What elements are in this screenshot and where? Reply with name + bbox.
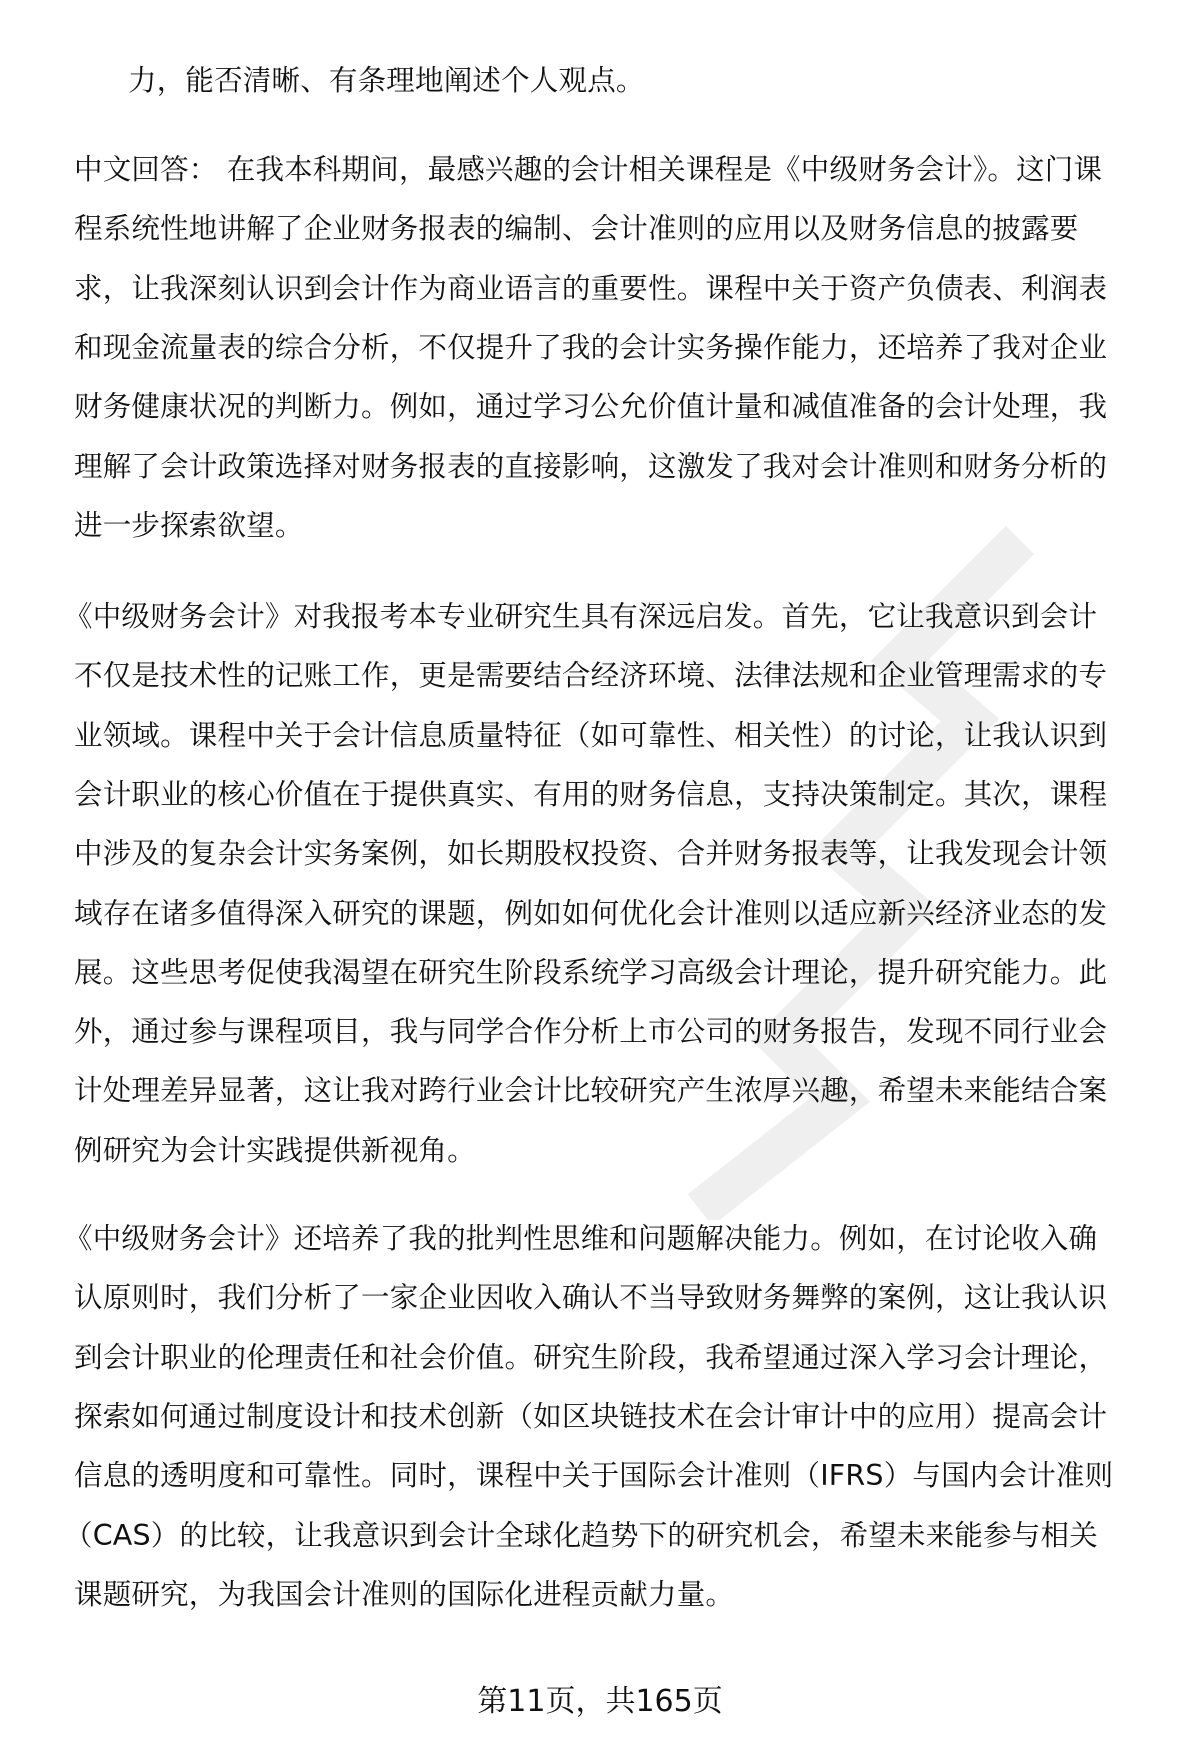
paragraph-3-line: 《中级财务会计》还培养了我的批判性思维和问题解决能力。例如，在讨论收入确 xyxy=(64,1222,1098,1255)
intro-line: 力，能否清晰、有条理地阐述个人观点。 xyxy=(128,64,645,97)
paragraph-3-line: 信息的透明度和可靠性。同时，课程中关于国际会计准则（IFRS）与国内会计准则 xyxy=(74,1459,1114,1493)
paragraph-1-line: 中文回答： 在我本科期间，最感兴趣的会计相关课程是《中级财务会计》。这门课 xyxy=(74,153,1103,186)
paragraph-2-line: 域存在诸多值得深入研究的课题，例如如何优化会计准则以适应新兴经济业态的发 xyxy=(74,896,1108,930)
paragraph-2-line: 中涉及的复杂会计实务案例，如长期股权投资、合并财务报表等，让我发现会计领 xyxy=(74,837,1108,871)
paragraph-1-line: 求，让我深刻认识到会计作为商业语言的重要性。课程中关于资产负债表、利润表 xyxy=(74,271,1108,305)
paragraph-2-line: 不仅是技术性的记账工作，更是需要结合经济环境、法律法规和企业管理需求的专 xyxy=(74,659,1108,693)
paragraph-2-line: 展。这些思考促使我渴望在研究生阶段系统学习高级会计理论，提升研究能力。此 xyxy=(74,955,1108,989)
paragraph-1-line: 和现金流量表的综合分析，不仅提升了我的会计实务操作能力，还培养了我对企业 xyxy=(74,330,1108,364)
paragraph-1-line: 进一步探索欲望。 xyxy=(74,508,304,542)
paragraph-3-line: （CAS）的比较，让我意识到会计全球化趋势下的研究机会，希望未来能参与相关 xyxy=(64,1518,1098,1552)
paragraph-3-line: 课题研究，为我国会计准则的国际化进程贡献力量。 xyxy=(74,1577,735,1611)
paragraph-1-line: 程系统性地讲解了企业财务报表的编制、会计准则的应用以及财务信息的披露要 xyxy=(74,212,1079,246)
page-number: 第11页，共165页 xyxy=(477,1684,723,1719)
paragraph-3-line: 认原则时，我们分析了一家企业因收入确认不当导致财务舞弊的案例，这让我认识 xyxy=(74,1281,1108,1315)
paragraph-3-line: 到会计职业的伦理责任和社会价值。研究生阶段，我希望通过深入学习会计理论， xyxy=(74,1340,1108,1374)
paragraph-2-line: 计处理差异显著，这让我对跨行业会计比较研究产生浓厚兴趣，希望未来能结合案 xyxy=(74,1074,1108,1108)
paragraph-2-line: 外，通过参与课程项目，我与同学合作分析上市公司的财务报告，发现不同行业会 xyxy=(74,1015,1108,1049)
paragraph-3-line: 探索如何通过制度设计和技术创新（如区块链技术在会计审计中的应用）提高会计 xyxy=(74,1399,1108,1433)
paragraph-2-line: 《中级财务会计》对我报考本专业研究生具有深远启发。首先，它让我意识到会计 xyxy=(64,600,1098,633)
paragraph-1-line: 理解了会计政策选择对财务报表的直接影响，这激发了我对会计准则和财务分析的 xyxy=(74,449,1108,483)
paragraph-2-line: 会计职业的核心价值在于提供真实、有用的财务信息，支持决策制定。其次，课程 xyxy=(74,777,1108,811)
paragraph-2-line: 例研究为会计实践提供新视角。 xyxy=(74,1133,476,1167)
paragraph-1-line: 财务健康状况的判断力。例如，通过学习公允价值计量和减值准备的会计处理，我 xyxy=(74,390,1108,424)
paragraph-2-line: 业领域。课程中关于会计信息质量特征（如可靠性、相关性）的讨论，让我认识到 xyxy=(74,718,1108,752)
